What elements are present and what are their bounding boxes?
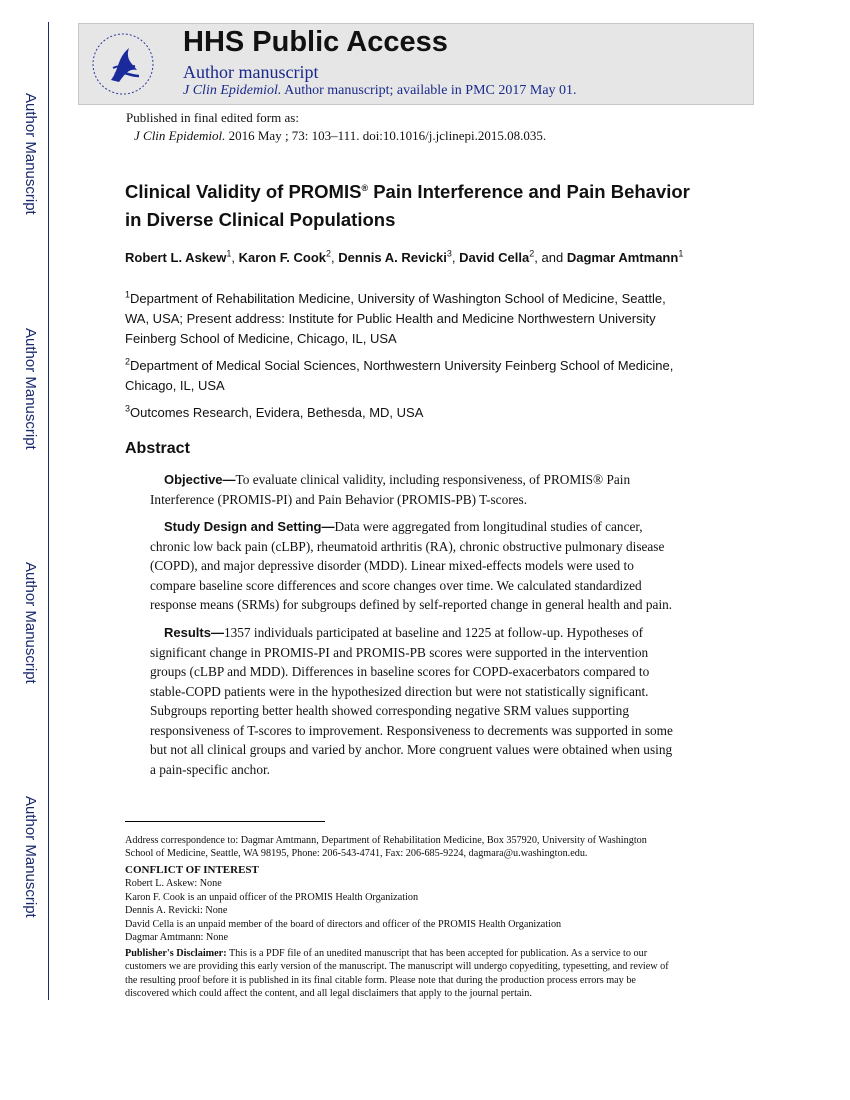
hhs-header	[78, 23, 754, 105]
sidebar-label-text: Author Manuscript	[22, 796, 39, 918]
availability: Author manuscript; available in PMC 2017 May 01.	[284, 83, 577, 98]
text-line: This is a PDF file of an unedited manuscript that has been accepted for publication. As a service to our	[226, 948, 648, 959]
text-line: customers we are providing this early version of the manuscript. The manuscript will undergo copyediting, typesetting, and review of	[125, 961, 669, 973]
header-citation	[183, 83, 577, 99]
author-affil: 1	[678, 248, 684, 259]
published-info	[126, 109, 546, 145]
text-line: To evaluate clinical validity, including responsiveness, of PROMIS® Pain	[235, 472, 631, 487]
coi-line: Dagmar Amtmann: None	[125, 932, 228, 944]
conflict-of-interest	[125, 864, 561, 944]
text-line: a pain-specific anchor.	[150, 761, 270, 777]
affil-line: WA, USA; Present address: Institute for Public Health and Medicine Northwestern University	[125, 311, 656, 326]
affil-number: 1	[125, 289, 131, 300]
author-list: Robert L. Askew$^1$, Karon F. Cook$^2$, Dennis A. Revicki$^3$, David Cella$^2$, and Dagmar Amtmann$^1$	[125, 248, 684, 265]
coi-heading: CONFLICT OF INTEREST	[125, 864, 259, 876]
coi-line: David Cella is an unpaid member of the board of directors and officer of the PROMIS Health Organization	[125, 918, 562, 930]
hhs-eagle-logo-icon	[89, 30, 157, 98]
text-line: but not all clinical groups and varied by anchor. More congruent values were obtained when using	[150, 742, 673, 757]
text-line: the resulting proof before it is published in its final citable form. Please note that during the production process errors may be	[125, 974, 636, 986]
journal-name: J Clin Epidemiol.	[134, 128, 226, 143]
abstract-study-design	[150, 517, 672, 615]
affil-line: Chicago, IL, USA	[125, 378, 225, 393]
text-line: 1357 individuals participated at baseline and 1225 at follow-up. Hypotheses of	[223, 625, 644, 640]
author-name: Robert L. Askew	[125, 250, 227, 265]
author-affil: 1	[226, 248, 232, 259]
coi-line: Karon F. Cook is an unpaid officer of the PROMIS Health Organization	[125, 891, 419, 903]
affil-number: 3	[125, 403, 131, 414]
text-line: compare baseline score differences and score changes over time. We calculated standardized	[150, 577, 642, 593]
text-line: (COPD), and major depressive disorder (MDD). Linear mixed-effects models were used to	[150, 558, 634, 573]
affil-line: Outcomes Research, Evidera, Bethesda, MD, USA	[130, 405, 424, 420]
text-line: discovered which could affect the content, and all legal disclaimers that apply to the journal pertain.	[125, 988, 532, 1000]
text-line: chronic low back pain (cLBP), rheumatoid arthritis (RA), chronic obstructive pulmonary disease	[150, 538, 665, 554]
title-part: Clinical Validity of PROMIS	[125, 181, 362, 202]
text-line: responsiveness of T-scores to improvement. Responsiveness to decrements was supported in some	[150, 722, 673, 738]
author-name: Dagmar Amtmann	[566, 250, 679, 265]
registered-mark: ®	[361, 182, 369, 193]
text-line: groups (cLBP and MDD). Differences in baseline scores for COPD-exacerbators compared to	[150, 664, 650, 679]
author-name: Karon F. Cook	[238, 250, 327, 265]
text-line: Interference (PROMIS-PI) and Pain Behavior (PROMIS-PB) T-scores.	[150, 491, 528, 507]
publisher-disclaimer	[125, 947, 669, 1001]
section-lead: Results—	[164, 625, 224, 640]
author-affil: 3	[446, 248, 452, 259]
published-citation	[134, 127, 546, 145]
header-title: HHS Public Access	[183, 26, 448, 58]
affiliation	[125, 289, 666, 349]
abstract-heading: Abstract	[125, 440, 190, 457]
author-affil: 2	[529, 248, 535, 259]
sidebar-label	[22, 796, 48, 936]
published-label: Published in final edited form as:	[126, 110, 299, 125]
coi-line: Robert L. Askew: None	[125, 878, 222, 890]
section-lead: Study Design and Setting—	[164, 519, 335, 534]
affil-line: Feinberg School of Medicine, Chicago, IL, USA	[125, 331, 397, 346]
affiliation	[125, 356, 673, 396]
correspondence-note	[125, 834, 647, 861]
affiliation	[125, 403, 423, 423]
author-affil: 2	[326, 248, 332, 259]
paper-title	[125, 178, 765, 234]
text-line: Address correspondence to: Dagmar Amtmann, Department of Rehabilitation Medicine, Box 357920, University of Washington	[125, 835, 647, 846]
title-part: Pain Interference and Pain Behavior	[368, 181, 690, 202]
coi-line: Dennis A. Revicki: None	[125, 905, 228, 917]
disclaimer-label: Publisher's Disclaimer:	[125, 948, 227, 959]
and-text: and	[541, 250, 564, 265]
text-line: significant change in PROMIS-PI and PROMIS-PB scores were supported in the intervention	[150, 644, 649, 660]
sidebar-label	[22, 562, 48, 702]
author-name: David Cella	[459, 250, 530, 265]
sidebar-label-text: Author Manuscript	[22, 93, 39, 215]
citation: 2016 May ; 73: 103–111. doi:10.1016/j.jclinepi.2015.08.035.	[228, 128, 547, 143]
footnote-divider	[125, 821, 325, 822]
text-line: Subgroups reporting better health showed corresponding negative SRM values supporting	[150, 703, 629, 718]
text-line: Data were aggregated from longitudinal studies of cancer,	[334, 519, 643, 534]
title-part: in Diverse Clinical Populations	[125, 209, 396, 230]
sidebar-label-text: Author Manuscript	[22, 328, 39, 450]
sidebar-label	[22, 328, 48, 468]
affil-number: 2	[125, 356, 131, 367]
journal-name: J Clin Epidemiol.	[183, 83, 282, 98]
sidebar-rule	[48, 22, 49, 1000]
affil-line: Department of Medical Social Sciences, Northwestern University Feinberg School of Medicine,	[130, 358, 674, 373]
sidebar-label-text: Author Manuscript	[22, 562, 39, 684]
section-lead: Objective—	[164, 472, 236, 487]
text-line: stable-COPD patients were in the hypothesized direction but were not statistically significant.	[150, 683, 649, 699]
text-line: response means (SRMs) for subgroups defined by self-reported change in general health and pain.	[150, 597, 673, 612]
affil-line: Department of Rehabilitation Medicine, University of Washington School of Medicine, Seattle,	[130, 291, 666, 306]
sidebar-label	[22, 93, 48, 233]
header-subtitle: Author manuscript	[183, 62, 319, 82]
abstract-results	[150, 623, 673, 779]
author-name: Dennis A. Revicki	[338, 250, 447, 265]
text-line: School of Medicine, Seattle, WA 98195, Phone: 206-543-4741, Fax: 206-685-9224, dagmara@u.washington.edu.	[125, 848, 588, 860]
abstract-objective	[150, 470, 630, 509]
